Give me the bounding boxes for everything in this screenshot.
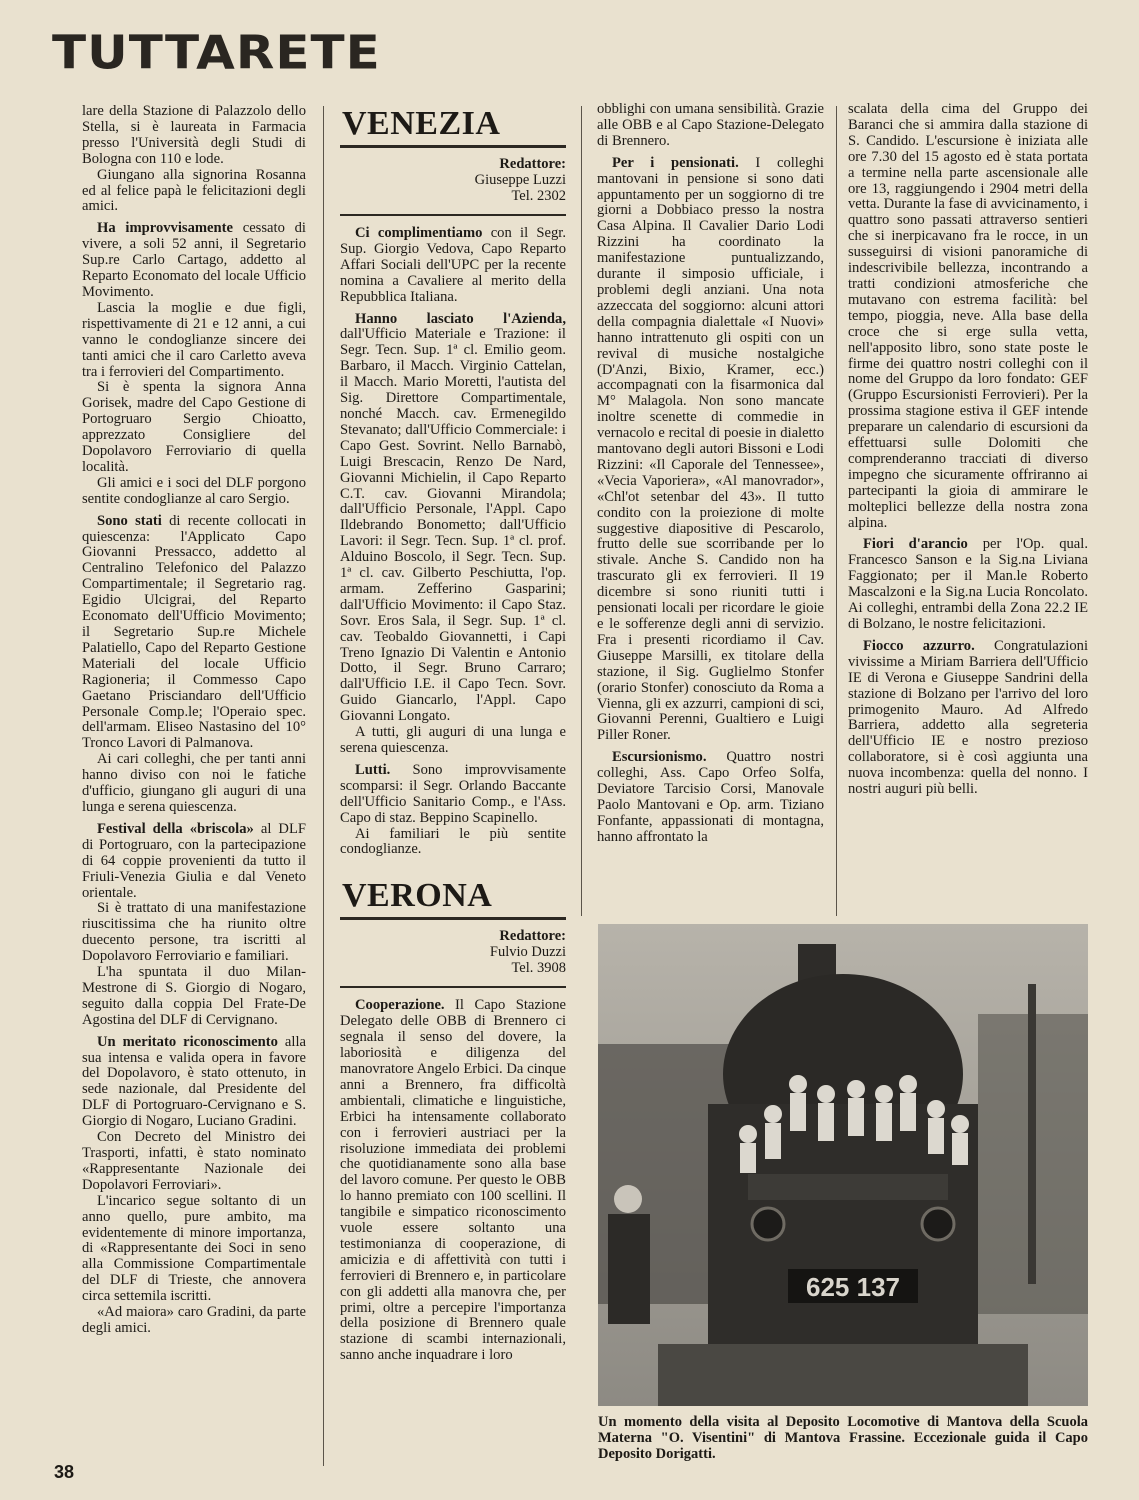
paragraph-text: alla sua intensa e valida opera in favore del Dopolavoro, è stato ottenuto, in sede nazionale, dal Presidente del DLF di Portogruaro-Cervignano e S. Giorgio di Nogaro, Luciano Gradini. [82, 1033, 306, 1130]
paragraph-text: Si è trattato di una manifestazione riuscitissima che ha riunito oltre duecento persone, tra iscritti al Dopolavoro Ferroviario e familiari. [82, 900, 306, 965]
paragraph-lead: Escursionismo. [612, 749, 707, 766]
article-paragraph [82, 301, 306, 381]
page-number: 38 [54, 1462, 75, 1482]
venezia-articles [340, 226, 566, 858]
article-paragraph [82, 1035, 306, 1130]
article-paragraph [82, 965, 306, 1029]
photo-illustration [598, 924, 1088, 1406]
column-rule [323, 106, 324, 1466]
paragraph-text: L'ha spuntata il duo Milan-Mestrone di S. Giorgio di Nogaro, seguito dalla coppia Del Frate-De Agostina del DLF di Cervignano. [82, 964, 306, 1028]
paragraph-text: A tutti, gli auguri di una lunga e serena quiescenza. [340, 724, 566, 756]
column-4 [848, 102, 1088, 798]
editor-divider [340, 986, 566, 988]
photo-caption: Un momento della visita al Deposito Locomotive di Mantova della Scuola Materna "O. Visentini" di Mantova Frassine. Eccezionale guida il Capo Deposito Dorigatti. [598, 1414, 1088, 1462]
paragraph-text: I colleghi mantovani in pensione si sono dati appuntamento per un soggiorno di tre giorni a Dobbiaco presso la nostra Casa Alpina. Il Cavalier Dario Lodi Rizzini ha coordinato la manifestazione puntualizzando, durante il simposio ufficiale, i problemi degli anziani. Una nota azzeccata del soggiorno: alcuni attori della compagnia dialettale «I Nuovi» hanno intrattenuto gli ospiti con un revival di musiche nostalgiche (D'Anzi, Bixio, Kramer, ecc.) accompagnati con la fisarmonica dal M° Malagola. Non sono mancate inoltre scenette di commedie in vernacolo e recital di poesie in dialetto mantovano degli autori Bissoni e Lodi Rizzini: «Il Caporale del Tennessee», «Vecia Vaporiera», «Al manovrador», «Chl'ot setenbar del 43». Il tutto condito con la proiezione di molte suggestive diapositive di Pescarolo, frutto delle sue scorribande per lo stivale. Anche S. Candido non ha trascurato gli ex ferrovieri. Il 19 dicembre si sono riuniti tutti i pensionati locali per ricordare le gioie e le sofferenze degli anni di servizio. Fra i presenti ricordiamo il Cav. Giuseppe Marsilli, ex titolare della stazione, il Sig. Guglielmo Stonfer (orario Stonfer) conosciuto da Roma a Vienna, gli ex azzurri, campioni di sci, Giovanni Perenni, Gualtiero e Luigi Piller Roner. [597, 154, 824, 744]
paragraph-text: Giungano alla signorina Rosanna ed al felice papà le felicitazioni degli amici. [82, 166, 306, 215]
editor-block-venezia [340, 156, 566, 204]
paragraph-lead: Sono stati [97, 512, 162, 529]
article-paragraph [340, 827, 566, 859]
article-paragraph [848, 102, 1088, 531]
paragraph-lead: Ha improvvisamente [97, 220, 233, 237]
paragraph-text: Quattro nostri colleghi, Ass. Capo Orfeo Solfa, Deviatore Tarcisio Corsi, Manovale Paolo Mantovani e Op. arm. Tiziano Fonfante, appassionati di montagna, hanno affrontato la [597, 749, 824, 845]
paragraph-lead: Fiocco azzurro. [863, 637, 975, 654]
paragraph-text: Ai familiari le più sentite condoglianze. [340, 825, 566, 858]
editor-divider [340, 214, 566, 216]
column-1 [82, 104, 306, 1337]
section-heading-venezia: VENEZIA [340, 102, 566, 148]
section-heading-verona: VERONA [340, 874, 566, 920]
article-paragraph [82, 514, 306, 753]
article-paragraph [82, 380, 306, 475]
paragraph-text: scalata della cima del Gruppo dei Baranci che si ammira dalla stazione di S. Candido. L'escursione è iniziata alle ore 7.30 del 15 agosto ed è stata portata a termine nella parte ascensionale alle ore 13, raggiungendo i 2904 metri della vetta. Durante la fase di avvicinamento, i quattro sono passati attraverso sentieri che si inerpicavano fra le rocce, in un susseguirsi di visioni panoramiche di indescrivibile bellezza, incontrando a tratti condizioni atmosferiche che mutavano con estrema facilità: bel tempo, pioggia, neve. Alla base della croce che si erge sulla vetta, nell'apposito libro, sono state poste le firme dei quattro nostri colleghi con il nome del Gruppo da loro fondato: GEF (Gruppo Escursionisti Ferrovieri). Per la prossima stagione estiva il GEF intende preparare un calendario di escursioni da effettuarsi sulle Dolomiti che comprenderanno tracciati di diverso impegno che sicuramente offriranno ai partecipanti la gioia di ammirare le molteplici bellezze della nostra zona alpina. [848, 101, 1088, 531]
paragraph-text: di recente collocati in quiescenza: l'Applicato Capo Giovanni Pressacco, addetto al Centralino Telefonico del Palazzo Compartimentale; il Segretario rag. Egidio Ulcigrai, del Reparto Economato dell'Ufficio Movimento; il Segretario Sup.re Michele Palatiello, Capo del Reparto Gestione Materiali del locale Ufficio Ragioneria; il Commesso Capo Gaetano Prisciandaro dell'Ufficio Personale Comp.le; l'Operaio spec. dell'armam. Eliseo Nastasino del 10° Tronco Lavori di Palmanova. [82, 512, 306, 752]
paragraph-lead: Fiori d'arancio [863, 536, 968, 553]
paragraph-text: Il Capo Stazione Delegato delle OBB di Brennero ci segnala il senso del dovere, la laboriosità e diligenza del manovratore Angelo Erbici. Da cinque anni a Brennero, fra difficoltà ambientali, climatiche e linguistiche, Erbici ha intensamente collaborato con i ferrovieri austriaci per la risoluzione immediata dei problemi che quotidianamente sono alla base del lavoro comune. Per questo le OBB lo hanno premiato con 100 scellini. Il tangibile e simpatico riconoscimento vuole essere soltanto una testimonianza di cooperazione, di amicizia e di affettività con tutti i ferrovieri di Brennero e, in particolare con gli addetti alla manovra che, per primi, oltre a percepire l'importanza della posizione di Brennero quale stazione di scambi internazionali, sanno anche inquadrare i loro [340, 997, 566, 1364]
paragraph-text: lare della Stazione di Palazzolo dello Stella, si è laureata in Farmacia presso l'Università degli Studi di Bologna con 110 e lode. [82, 103, 306, 167]
article-paragraph [597, 156, 824, 745]
article-paragraph [340, 725, 566, 757]
article-paragraph [340, 226, 566, 306]
column-rule [836, 106, 837, 916]
article-paragraph [340, 312, 566, 726]
column-rule [581, 106, 582, 916]
article-paragraph [340, 998, 566, 1364]
article-paragraph [82, 168, 306, 216]
paragraph-lead: Ci complimentiamo [355, 225, 483, 241]
paragraph-text: con il Segr. Sup. Giorgio Vedova, Capo Reparto Affari Sociali dell'UPC per la recente nomina a Cavaliere al merito della Repubblica Italiana. [340, 225, 566, 305]
article-paragraph [340, 763, 566, 827]
paragraph-text: Gli amici e i soci del DLF porgono sentite condoglianze al caro Sergio. [82, 474, 306, 507]
column-2 [340, 102, 566, 1364]
article-paragraph [82, 476, 306, 508]
editor-name: Giuseppe Luzzi [474, 172, 566, 188]
article-paragraph [82, 822, 306, 902]
article-paragraph [82, 104, 306, 168]
article-paragraph [597, 750, 824, 845]
editor-label: Redattore: [499, 928, 566, 945]
paragraph-lead: Lutti. [355, 761, 391, 778]
article-paragraph [82, 221, 306, 301]
article-paragraph [848, 639, 1088, 798]
article-paragraph [82, 1194, 306, 1305]
editor-tel: Tel. 2302 [511, 188, 566, 204]
article-paragraph [82, 752, 306, 816]
article-paragraph [82, 1305, 306, 1337]
paragraph-text: cessato di vivere, a soli 52 anni, il Segretario Sup.re Carlo Cartago, addetto al Reparto Economato del locale Ufficio Movimento. [82, 220, 306, 300]
paragraph-text: obblighi con umana sensibilità. Grazie alle OBB e al Capo Stazione-Delegato di Brennero. [597, 101, 824, 149]
article-paragraph [848, 537, 1088, 632]
article-paragraph [597, 102, 824, 150]
paragraph-lead: Un meritato riconoscimento [97, 1033, 278, 1050]
paragraph-text: «Ad maiora» caro Gradini, da parte degli amici. [82, 1304, 306, 1336]
paragraph-text: al DLF di Portogruaro, con la partecipazione di 64 coppie provenienti da tutto il Friuli-Venezia Giulia e dal Veneto orientale. [82, 820, 307, 901]
column-3 [597, 102, 824, 846]
paragraph-text: Ai cari colleghi, che per tanti anni hanno diviso con noi le fatiche d'ufficio, giungano gli auguri di una lunga e serena quiescenza. [82, 751, 306, 815]
paragraph-text: dall'Ufficio Materiale e Trazione: il Segr. Tecn. Sup. 1ª cl. Emilio geom. Barbaro, il Macch. Virginio Cattelan, il Macch. Mario Moretti, l'autista del Sig. Direttore Compartimentale, nonché Macch. cav. Ermenegildo Stevanato; dall'Ufficio Commerciale: i Capo Gest. Sovrint. Nello Barnabò, Luigi Brescacin, Renzo De Nard, Giovanni Michielin, il Capo Reparto C.T. cav. Giovanni Mirandola; dall'Ufficio Personale, l'Appl. Capo Ildebrando Bonometto; dall'Ufficio Lavori: il Segr. Tecn. Sup. 1ª cl. prof. Alduino Boscolo, il Segr. Tecn. Sup. 1ª cl. cav. Gilberto Peschiutta, l'op. armam. Zefferino Gasparini; dall'Ufficio Movimento: il Capo Staz. Sovr. Eros Sala, il Segr. Sup. 1ª cl. cav. Teobaldo Giovannetti, i Capi Treno Ignazio Di Valentin e Antonio Dotto, il Segr. Bruno Carraro; dall'Ufficio I.E. il Capo Tecn. Sovr. Guido Giancarlo, l'Appl. Capo Giovanni Longato. [340, 326, 566, 725]
paragraph-text: Sono improvvisamente scomparsi: il Segr. Orlando Baccante dell'Ufficio Sanitario Comp., e l'Ass. Capo di staz. Beppino Scapinello. [340, 761, 566, 826]
article-paragraph [82, 1130, 306, 1194]
locomotive-number: 625 137 [806, 1272, 900, 1302]
masthead-title: TUTTARETE [52, 26, 381, 80]
editor-block-verona [340, 928, 566, 976]
paragraph-text: Lascia la moglie e due figli, rispettivamente di 21 e 12 anni, a cui vanno le condoglianze sincere dei tanti amici che il caro Carletto aveva tra i ferrovieri del Compartimento. [82, 299, 306, 380]
paragraph-text: Congratulazioni vivissime a Miriam Barriera dell'Ufficio IE di Verona e Giuseppe Sandrini della stazione di Bolzano per l'arrivo del loro primogenito Mauro. Ad Alfredo Barriera, addetto alla segreteria dell'Ufficio IE e nostro prezioso collaboratore, si è così aggiunta una nuova incombenza: quella del nonno. I nostri auguri più belli. [848, 637, 1088, 798]
paragraph-lead: Festival della «briscola» [97, 820, 254, 837]
paragraph-lead: Hanno lasciato l'Azienda, [355, 310, 566, 327]
editor-name: Fulvio Duzzi [489, 944, 566, 961]
paragraph-text: Con Decreto del Ministro dei Trasporti, infatti, è stato nominato «Rappresentante Nazionale dei Dopolavori Ferroviari». [82, 1129, 306, 1193]
paragraph-lead: Per i pensionati. [612, 154, 739, 171]
paragraph-text: Si è spenta la signora Anna Gorisek, madre del Capo Gestione di Portogruaro Sergio Chioatto, apprezzato Consigliere del Dopolavoro Ferroviario di quella località. [82, 379, 306, 475]
paragraph-text: per l'Op. qual. Francesco Sanson e la Sig.na Liviana Faggionato; per il Man.le Roberto Mascalzoni e la Sig.na Lucia Roncolato. Ai colleghi, entrambi della Zona 22.2 IE di Bolzano, le nostre felicitazioni. [848, 536, 1088, 632]
locomotive-photo [598, 924, 1088, 1406]
editor-tel: Tel. 3908 [511, 960, 566, 977]
paragraph-lead: Cooperazione. [355, 997, 445, 1014]
article-paragraph [82, 901, 306, 965]
editor-label: Redattore: [499, 156, 566, 172]
verona-articles [340, 998, 566, 1364]
paragraph-text: L'incarico segue soltanto di un anno quello, pure ambito, ma evidentemente di minore importanza, di «Rappresentante dei Soci in seno alla Commissione Compartimentale del DLF di Trieste, che annovera circa settemila iscritti. [82, 1192, 306, 1305]
